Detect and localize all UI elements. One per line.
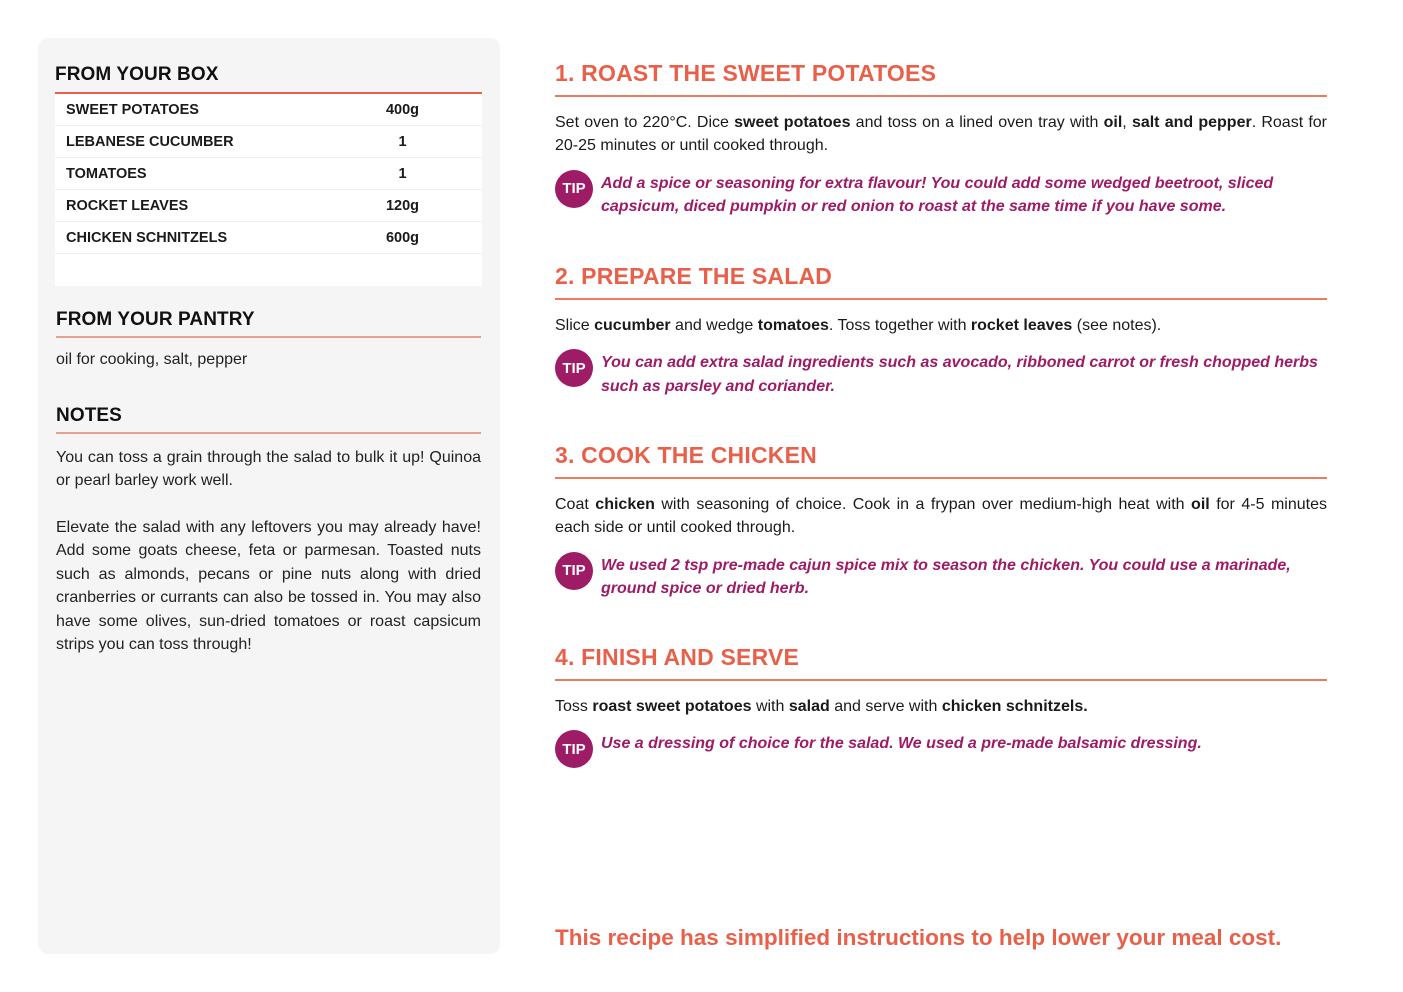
divider bbox=[56, 336, 481, 338]
step-instructions bbox=[555, 314, 1327, 337]
tip-badge-icon: TIP bbox=[555, 349, 593, 387]
highlighted-ingredient: roast sweet potatoes bbox=[592, 698, 752, 715]
ingredient-name: ROCKET LEAVES bbox=[66, 198, 189, 214]
highlighted-ingredient: oil bbox=[1103, 114, 1123, 131]
from-your-box-title: FROM YOUR BOX bbox=[55, 64, 219, 85]
step-instructions bbox=[555, 493, 1327, 540]
step-title: 1. ROAST THE SWEET POTATOES bbox=[555, 60, 937, 86]
ingredient-qty: 120g bbox=[385, 198, 420, 214]
divider bbox=[555, 95, 1327, 97]
ingredient-qty: 600g bbox=[385, 230, 420, 246]
instruction-text: Toss bbox=[555, 698, 593, 715]
step-2 bbox=[555, 263, 1327, 398]
instruction-text: and wedge bbox=[670, 317, 758, 334]
instruction-text: Set oven to 220°C. Dice bbox=[555, 114, 735, 131]
instruction-text: with seasoning of choice. Cook in a frypan over medium-high heat with bbox=[654, 496, 1192, 513]
highlighted-ingredient: tomatoes bbox=[757, 317, 829, 334]
ingredients-panel bbox=[38, 38, 500, 954]
highlighted-ingredient: salt and pepper bbox=[1131, 114, 1252, 131]
step-instructions bbox=[555, 695, 1327, 718]
ingredient-row bbox=[55, 94, 482, 126]
highlighted-ingredient: cucumber bbox=[594, 317, 671, 334]
tip bbox=[555, 351, 1327, 398]
tip-badge-icon: TIP bbox=[555, 552, 593, 590]
ingredient-qty: 400g bbox=[385, 102, 420, 118]
notes-paragraph: Elevate the salad with any leftovers you may already have! Add some goats cheese, feta or parmesan. Toasted nuts such as almonds, pecans or pine nuts along with dried cranberries or currants can also be tossed in. You may also have some olives, sun-dried tomatoes or roast capsicum strips you can toss through! bbox=[56, 519, 481, 654]
tip bbox=[555, 554, 1327, 601]
tip bbox=[555, 732, 1327, 770]
step-instructions bbox=[555, 111, 1327, 158]
highlighted-ingredient: oil bbox=[1191, 496, 1210, 513]
instruction-text: with bbox=[751, 698, 789, 715]
ingredient-name: CHICKEN SCHNITZELS bbox=[66, 230, 228, 246]
divider bbox=[555, 679, 1327, 681]
step-1 bbox=[555, 60, 1327, 219]
highlighted-ingredient: salad bbox=[788, 698, 830, 715]
ingredient-qty: 1 bbox=[398, 166, 407, 182]
step-4 bbox=[555, 644, 1327, 770]
ingredient-row bbox=[55, 126, 482, 158]
step-title: 3. COOK THE CHICKEN bbox=[555, 442, 817, 468]
instruction-text: for 4-5 minutes each side or until cooked through. bbox=[555, 496, 1328, 537]
step-title: 2. PREPARE THE SALAD bbox=[555, 263, 833, 289]
tip-text: Use a dressing of choice for the salad. We used a pre-made balsamic dressing. bbox=[601, 735, 1202, 753]
from-your-pantry-title: FROM YOUR PANTRY bbox=[56, 309, 255, 330]
highlighted-ingredient: sweet potatoes bbox=[734, 114, 851, 131]
highlighted-ingredient: rocket leaves bbox=[970, 317, 1073, 334]
notes-title: NOTES bbox=[56, 405, 122, 426]
instruction-text: , bbox=[1122, 114, 1132, 131]
tip bbox=[555, 172, 1327, 219]
instruction-text: . Roast for 20-25 minutes or until cooked through. bbox=[555, 114, 1328, 155]
footer-note: This recipe has simplified instructions to help lower your meal cost. bbox=[555, 925, 1282, 950]
ingredient-row bbox=[55, 222, 482, 254]
tip-text: We used 2 tsp pre-made cajun spice mix to season the chicken. You could use a marinade, ground spice or dried herb. bbox=[601, 556, 1291, 598]
notes-paragraph: You can toss a grain through the salad to bulk it up! Quinoa or pearl barley work well. bbox=[56, 449, 481, 490]
divider bbox=[56, 432, 481, 434]
highlighted-ingredient: chicken bbox=[595, 496, 655, 513]
instruction-text: and toss on a lined oven tray with bbox=[850, 114, 1104, 131]
step-title: 4. FINISH AND SERVE bbox=[555, 644, 800, 670]
highlighted-ingredient: chicken schnitzels. bbox=[941, 698, 1088, 715]
pantry-items: oil for cooking, salt, pepper bbox=[56, 351, 248, 368]
ingredient-qty: 1 bbox=[398, 134, 407, 150]
ingredient-row bbox=[55, 158, 482, 190]
tip-text: You can add extra salad ingredients such as avocado, ribboned carrot or fresh chopped herbs such as parsley and coriander. bbox=[601, 354, 1318, 395]
step-3 bbox=[555, 442, 1327, 601]
tip-text: Add a spice or seasoning for extra flavour! You could add some wedged beetroot, sliced capsicum, diced pumpkin or red onion to roast at the same time if you have some. bbox=[601, 174, 1274, 216]
ingredient-name: SWEET POTATOES bbox=[66, 102, 199, 118]
instruction-text: Slice bbox=[555, 317, 595, 334]
box-ingredients-table bbox=[55, 94, 482, 286]
ingredient-row bbox=[55, 190, 482, 222]
tip-badge-icon: TIP bbox=[555, 730, 593, 768]
instruction-text: and serve with bbox=[829, 698, 942, 715]
tip-badge-icon: TIP bbox=[555, 170, 593, 208]
ingredient-name: LEBANESE CUCUMBER bbox=[66, 134, 234, 150]
instruction-text: . Toss together with bbox=[828, 317, 971, 334]
instruction-text: Coat bbox=[555, 496, 596, 513]
divider bbox=[555, 298, 1327, 300]
instruction-text: (see notes). bbox=[1072, 317, 1162, 334]
divider bbox=[555, 477, 1327, 479]
ingredient-name: TOMATOES bbox=[66, 166, 147, 182]
